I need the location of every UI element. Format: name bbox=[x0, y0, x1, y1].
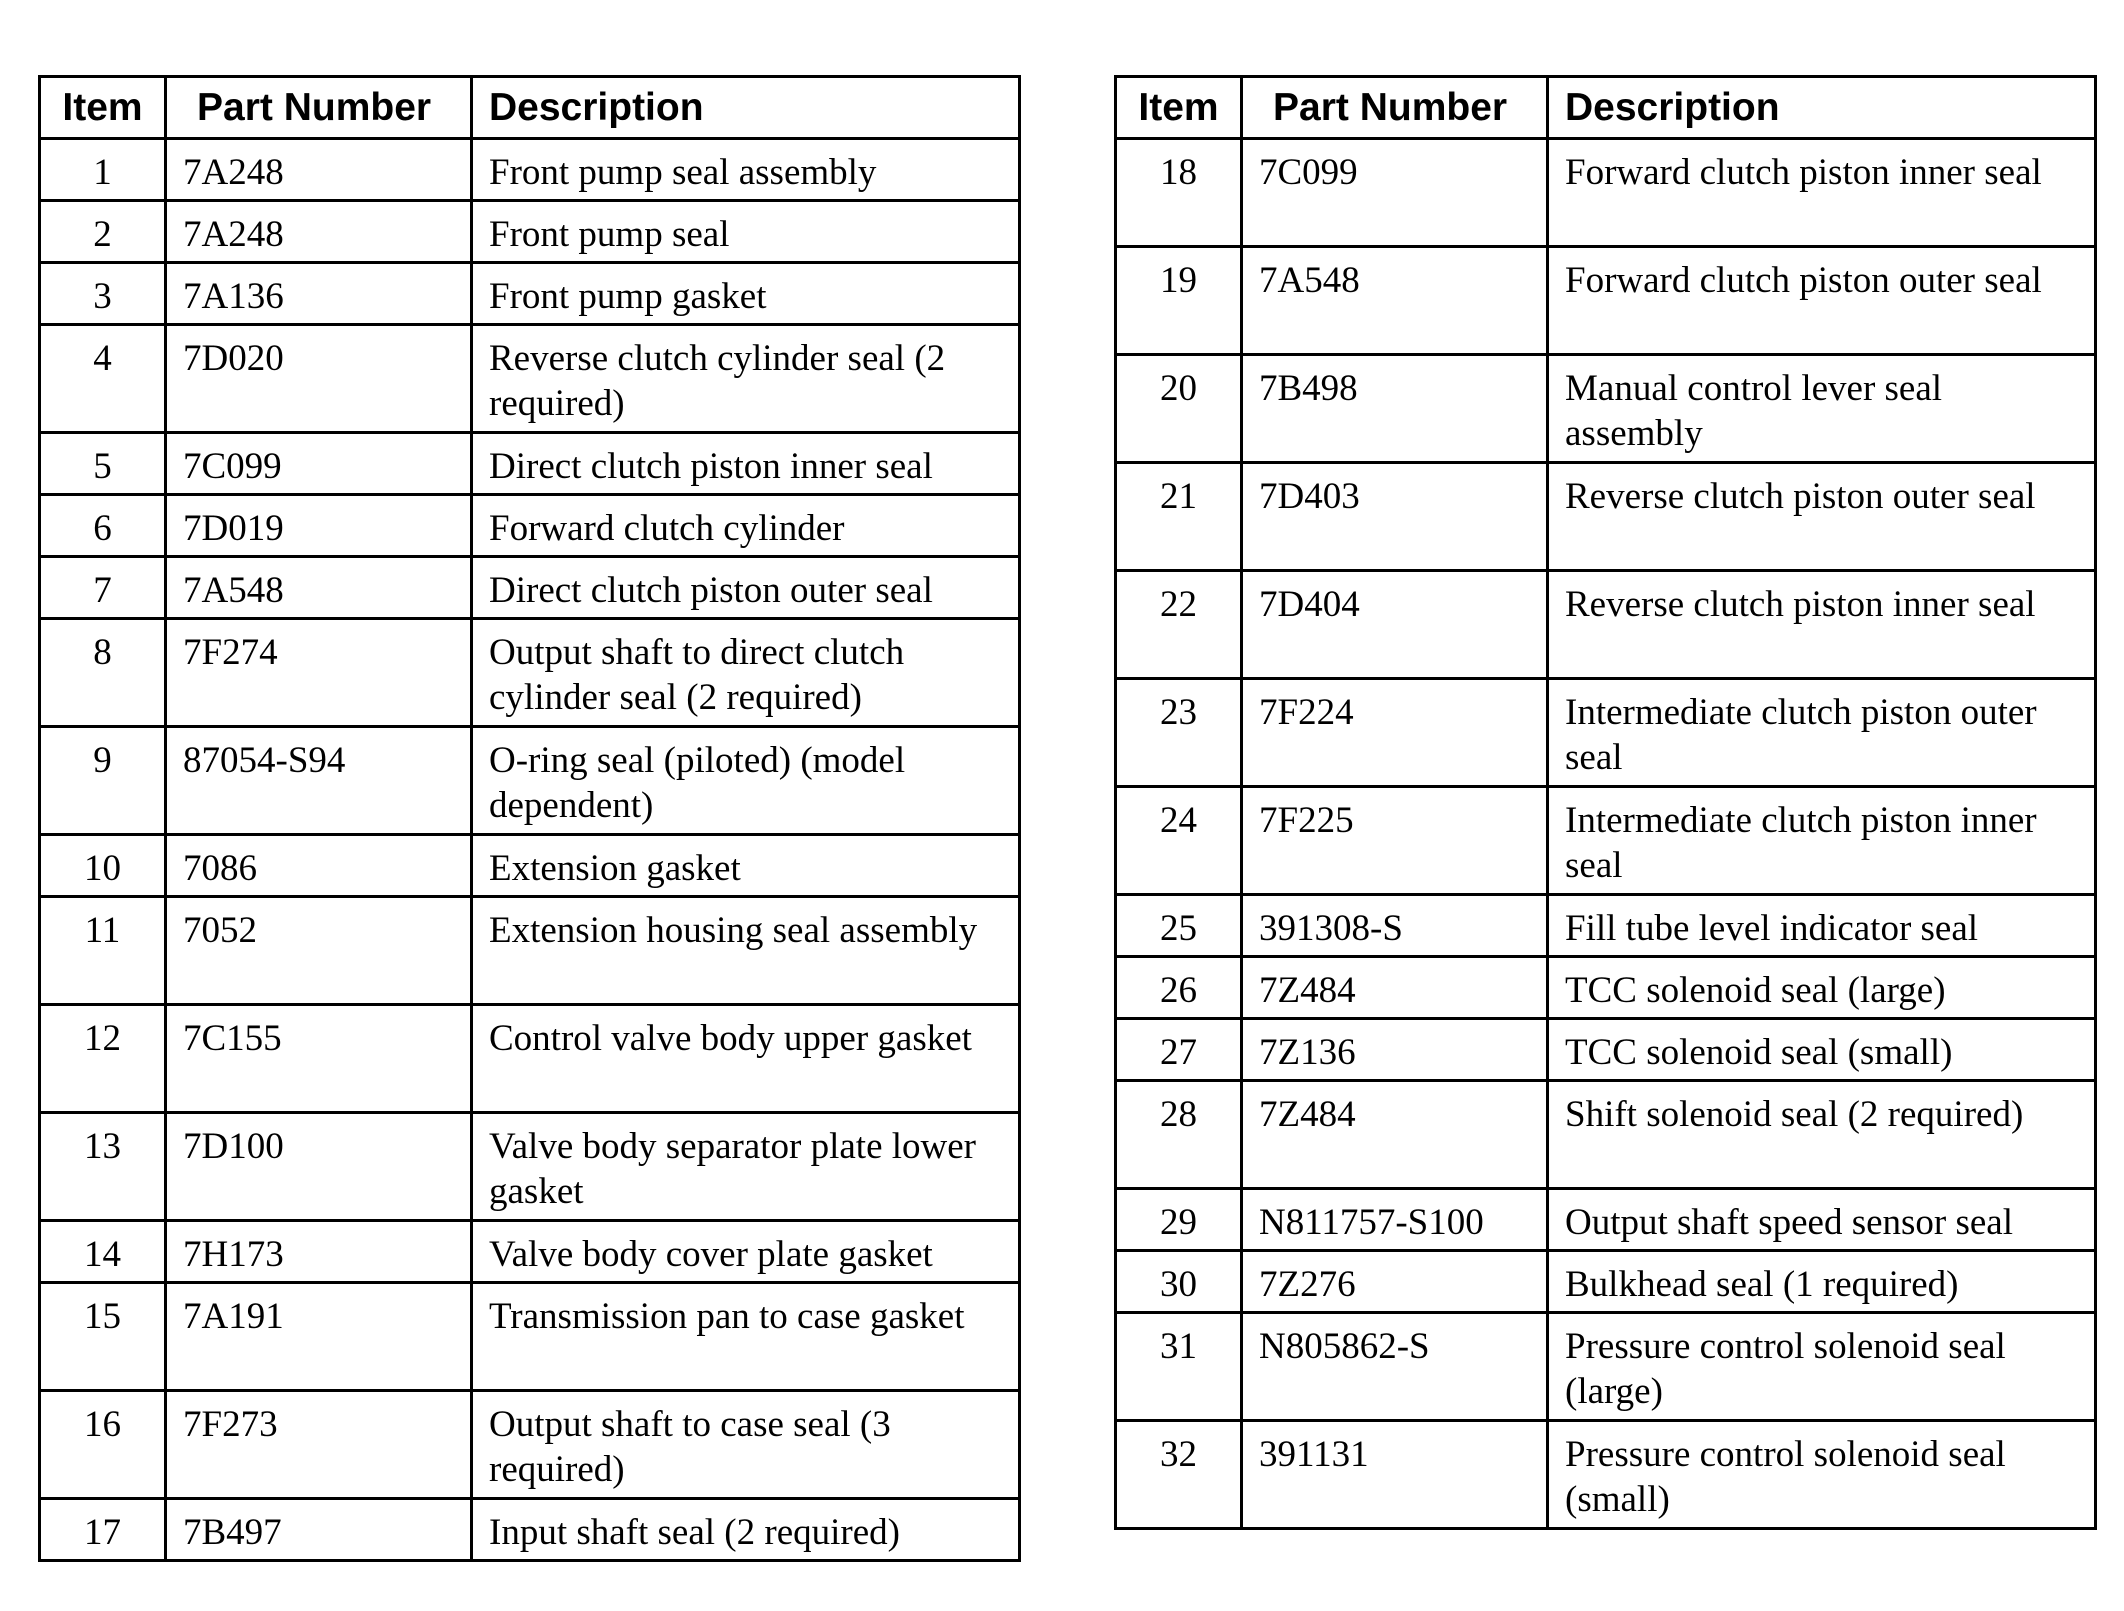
item-number: 14 bbox=[40, 1221, 166, 1283]
part-number: 7A248 bbox=[166, 139, 472, 201]
part-number: 87054-S94 bbox=[166, 727, 472, 835]
table-row bbox=[40, 1113, 1020, 1221]
table-row bbox=[40, 1221, 1020, 1283]
table-row bbox=[1116, 957, 2096, 1019]
part-number: 7F274 bbox=[166, 619, 472, 727]
item-number: 25 bbox=[1116, 895, 1242, 957]
part-description: TCC solenoid seal (large) bbox=[1548, 957, 2096, 1019]
item-number: 27 bbox=[1116, 1019, 1242, 1081]
table-row bbox=[1116, 1189, 2096, 1251]
part-description: Forward clutch piston outer seal bbox=[1548, 247, 2096, 355]
table-row bbox=[1116, 1313, 2096, 1421]
part-number: 7086 bbox=[166, 835, 472, 897]
part-description: Transmission pan to case gasket bbox=[472, 1283, 1020, 1391]
item-number: 16 bbox=[40, 1391, 166, 1499]
part-description: Direct clutch piston inner seal bbox=[472, 433, 1020, 495]
table-row bbox=[40, 433, 1020, 495]
part-number: 7F273 bbox=[166, 1391, 472, 1499]
part-description: Front pump gasket bbox=[472, 263, 1020, 325]
part-description: O-ring seal (piloted) (model dependent) bbox=[472, 727, 1020, 835]
table-row bbox=[1116, 787, 2096, 895]
part-number: 7D404 bbox=[1242, 571, 1548, 679]
header-item: Item bbox=[1116, 77, 1242, 139]
header-part-number: Part Number bbox=[166, 77, 472, 139]
table-row bbox=[1116, 1251, 2096, 1313]
item-number: 7 bbox=[40, 557, 166, 619]
part-description: Output shaft speed sensor seal bbox=[1548, 1189, 2096, 1251]
part-number: N805862-S bbox=[1242, 1313, 1548, 1421]
part-description: Shift solenoid seal (2 required) bbox=[1548, 1081, 2096, 1189]
header-part-number: Part Number bbox=[1242, 77, 1548, 139]
part-description: Reverse clutch piston inner seal bbox=[1548, 571, 2096, 679]
table-row bbox=[40, 1283, 1020, 1391]
part-description: Extension gasket bbox=[472, 835, 1020, 897]
table-row bbox=[40, 835, 1020, 897]
table-row bbox=[40, 897, 1020, 1005]
table-row bbox=[40, 619, 1020, 727]
table-row bbox=[40, 201, 1020, 263]
part-description: Front pump seal assembly bbox=[472, 139, 1020, 201]
parts-table-right bbox=[1114, 75, 2097, 1530]
part-number: 7D020 bbox=[166, 325, 472, 433]
item-number: 15 bbox=[40, 1283, 166, 1391]
part-number: 7F225 bbox=[1242, 787, 1548, 895]
part-description: Front pump seal bbox=[472, 201, 1020, 263]
item-number: 21 bbox=[1116, 463, 1242, 571]
part-number: 7A548 bbox=[166, 557, 472, 619]
item-number: 9 bbox=[40, 727, 166, 835]
item-number: 12 bbox=[40, 1005, 166, 1113]
table-row bbox=[1116, 679, 2096, 787]
item-number: 4 bbox=[40, 325, 166, 433]
part-number: 7F224 bbox=[1242, 679, 1548, 787]
item-number: 8 bbox=[40, 619, 166, 727]
part-description: Output shaft to case seal (3 required) bbox=[472, 1391, 1020, 1499]
header-item: Item bbox=[40, 77, 166, 139]
part-description: Pressure control solenoid seal (large) bbox=[1548, 1313, 2096, 1421]
table-row bbox=[40, 727, 1020, 835]
header-row bbox=[40, 77, 1020, 139]
item-number: 28 bbox=[1116, 1081, 1242, 1189]
item-number: 11 bbox=[40, 897, 166, 1005]
part-number: 7C099 bbox=[166, 433, 472, 495]
header-row bbox=[1116, 77, 2096, 139]
table-row bbox=[40, 1005, 1020, 1113]
parts-table-left bbox=[38, 75, 1021, 1562]
part-number: 7Z484 bbox=[1242, 957, 1548, 1019]
part-description: Bulkhead seal (1 required) bbox=[1548, 1251, 2096, 1313]
item-number: 32 bbox=[1116, 1421, 1242, 1529]
part-number: 7A548 bbox=[1242, 247, 1548, 355]
part-number: 7Z276 bbox=[1242, 1251, 1548, 1313]
table-row bbox=[1116, 463, 2096, 571]
table-row bbox=[1116, 1421, 2096, 1529]
item-number: 31 bbox=[1116, 1313, 1242, 1421]
part-number: 391131 bbox=[1242, 1421, 1548, 1529]
item-number: 20 bbox=[1116, 355, 1242, 463]
table-row bbox=[1116, 1081, 2096, 1189]
part-description: Direct clutch piston outer seal bbox=[472, 557, 1020, 619]
table-row bbox=[40, 263, 1020, 325]
part-number: 7H173 bbox=[166, 1221, 472, 1283]
table-row bbox=[40, 1499, 1020, 1561]
part-number: 7A191 bbox=[166, 1283, 472, 1391]
part-description: Reverse clutch piston outer seal bbox=[1548, 463, 2096, 571]
part-number: 7Z136 bbox=[1242, 1019, 1548, 1081]
part-number: 7B497 bbox=[166, 1499, 472, 1561]
table-row bbox=[1116, 1019, 2096, 1081]
part-number: 7C155 bbox=[166, 1005, 472, 1113]
header-description: Description bbox=[1548, 77, 2096, 139]
item-number: 26 bbox=[1116, 957, 1242, 1019]
table-row bbox=[1116, 571, 2096, 679]
item-number: 24 bbox=[1116, 787, 1242, 895]
item-number: 3 bbox=[40, 263, 166, 325]
part-description: Intermediate clutch piston inner seal bbox=[1548, 787, 2096, 895]
part-description: Output shaft to direct clutch cylinder seal (2 required) bbox=[472, 619, 1020, 727]
part-description: Pressure control solenoid seal (small) bbox=[1548, 1421, 2096, 1529]
table-row bbox=[40, 1391, 1020, 1499]
part-description: Control valve body upper gasket bbox=[472, 1005, 1020, 1113]
part-description: Input shaft seal (2 required) bbox=[472, 1499, 1020, 1561]
part-number: 7C099 bbox=[1242, 139, 1548, 247]
table-row bbox=[1116, 139, 2096, 247]
part-description: Valve body cover plate gasket bbox=[472, 1221, 1020, 1283]
table-row bbox=[1116, 895, 2096, 957]
item-number: 29 bbox=[1116, 1189, 1242, 1251]
table-row bbox=[1116, 247, 2096, 355]
table-row bbox=[1116, 355, 2096, 463]
part-description: Fill tube level indicator seal bbox=[1548, 895, 2096, 957]
part-description: TCC solenoid seal (small) bbox=[1548, 1019, 2096, 1081]
part-number: 7D019 bbox=[166, 495, 472, 557]
table-row bbox=[40, 139, 1020, 201]
part-number: 7A136 bbox=[166, 263, 472, 325]
item-number: 23 bbox=[1116, 679, 1242, 787]
part-number: N811757-S100 bbox=[1242, 1189, 1548, 1251]
part-description: Reverse clutch cylinder seal (2 required) bbox=[472, 325, 1020, 433]
item-number: 5 bbox=[40, 433, 166, 495]
item-number: 2 bbox=[40, 201, 166, 263]
item-number: 17 bbox=[40, 1499, 166, 1561]
header-description: Description bbox=[472, 77, 1020, 139]
part-description: Intermediate clutch piston outer seal bbox=[1548, 679, 2096, 787]
part-number: 7052 bbox=[166, 897, 472, 1005]
part-number: 7D100 bbox=[166, 1113, 472, 1221]
part-description: Forward clutch piston inner seal bbox=[1548, 139, 2096, 247]
part-description: Forward clutch cylinder bbox=[472, 495, 1020, 557]
item-number: 19 bbox=[1116, 247, 1242, 355]
item-number: 18 bbox=[1116, 139, 1242, 247]
part-number: 7D403 bbox=[1242, 463, 1548, 571]
part-number: 7A248 bbox=[166, 201, 472, 263]
item-number: 13 bbox=[40, 1113, 166, 1221]
item-number: 30 bbox=[1116, 1251, 1242, 1313]
item-number: 6 bbox=[40, 495, 166, 557]
part-description: Valve body separator plate lower gasket bbox=[472, 1113, 1020, 1221]
item-number: 10 bbox=[40, 835, 166, 897]
part-number: 7Z484 bbox=[1242, 1081, 1548, 1189]
part-description: Extension housing seal assembly bbox=[472, 897, 1020, 1005]
item-number: 1 bbox=[40, 139, 166, 201]
table-row bbox=[40, 557, 1020, 619]
part-description: Manual control lever seal assembly bbox=[1548, 355, 2096, 463]
table-row bbox=[40, 495, 1020, 557]
item-number: 22 bbox=[1116, 571, 1242, 679]
part-number: 391308-S bbox=[1242, 895, 1548, 957]
table-row bbox=[40, 325, 1020, 433]
part-number: 7B498 bbox=[1242, 355, 1548, 463]
